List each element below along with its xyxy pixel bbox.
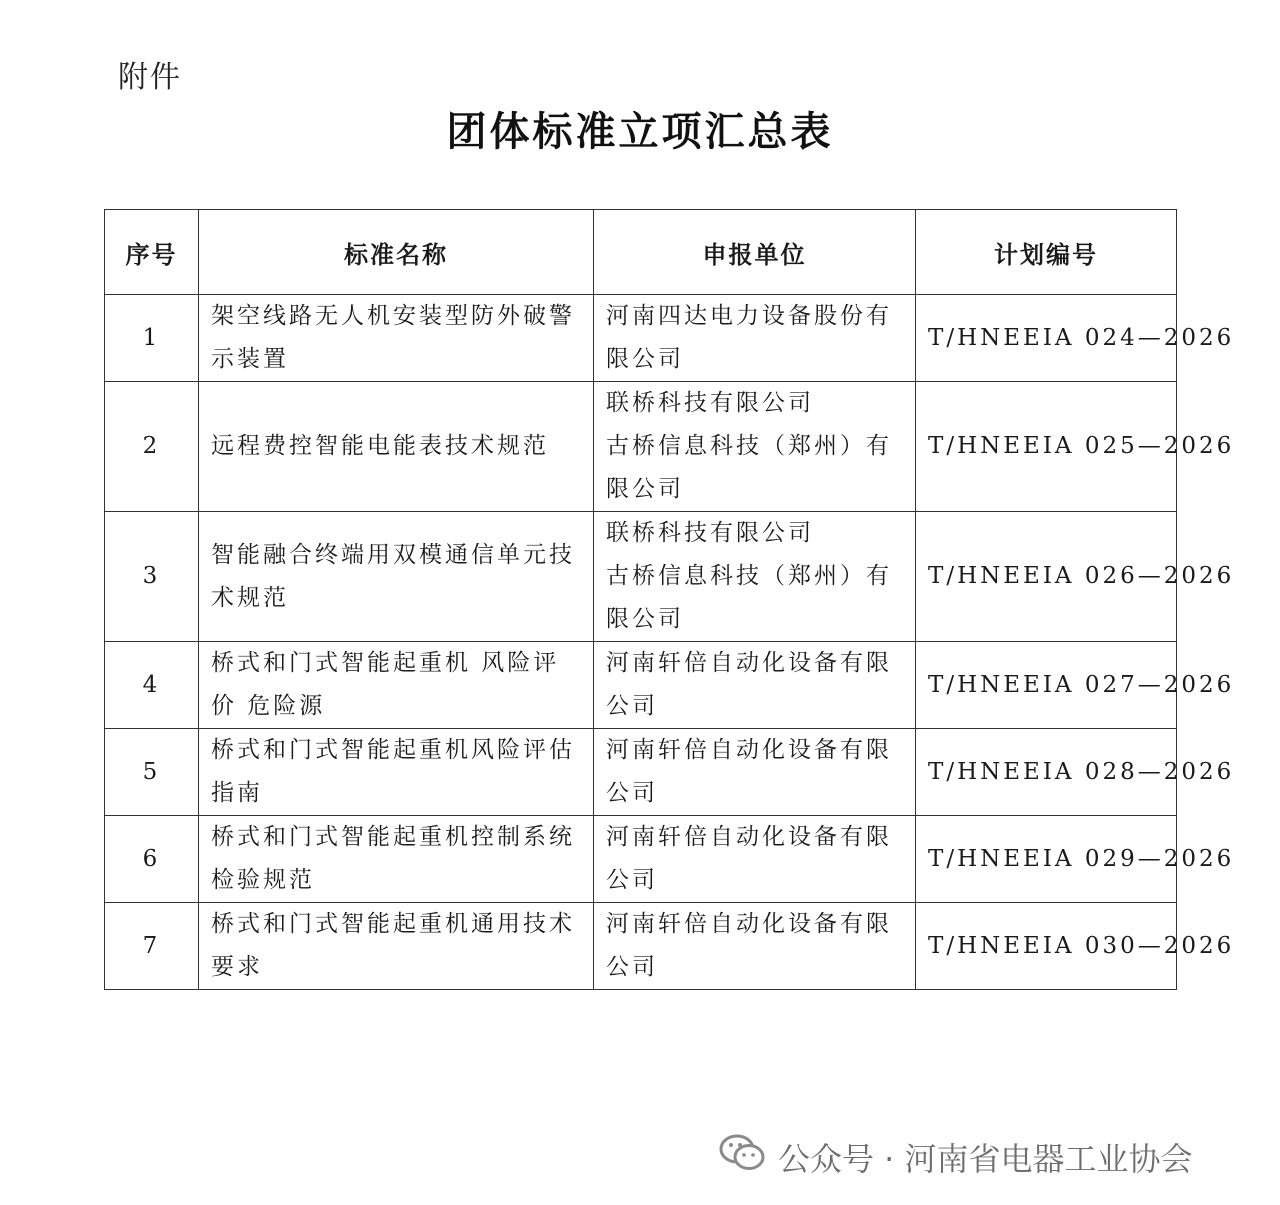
applicant-line: 河南轩倍自动化设备有限公司 [606,737,892,806]
applicant-line: 河南轩倍自动化设备有限公司 [606,650,892,719]
plan-code: T/HNEEIA 028—2026 [916,729,1177,816]
row-number: 1 [105,295,199,382]
applicant-line: 古桥信息科技（郑州）有限公司 [606,563,892,632]
applicant-unit [594,512,916,642]
applicant-unit [594,295,916,382]
applicant-unit [594,382,916,512]
table-row [105,729,1177,816]
table-row [105,382,1177,512]
standard-name: 架空线路无人机安装型防外破警示装置 [199,295,594,382]
plan-code: T/HNEEIA 027—2026 [916,642,1177,729]
applicant-line: 河南四达电力设备股份有限公司 [606,303,892,372]
row-number: 3 [105,512,199,642]
applicant-unit [594,816,916,903]
plan-code: T/HNEEIA 030—2026 [916,903,1177,990]
applicant-unit [594,642,916,729]
column-header-no: 序号 [105,210,199,295]
plan-code: T/HNEEIA 026—2026 [916,512,1177,642]
table-row [105,642,1177,729]
standard-name: 桥式和门式智能起重机通用技术要求 [199,903,594,990]
plan-code: T/HNEEIA 029—2026 [916,816,1177,903]
row-number: 7 [105,903,199,990]
row-number: 6 [105,816,199,903]
watermark [718,1132,1193,1182]
applicant-line: 古桥信息科技（郑州）有限公司 [606,433,892,502]
standard-name: 智能融合终端用双模通信单元技术规范 [199,512,594,642]
column-header-code: 计划编号 [916,210,1177,295]
standard-name: 桥式和门式智能起重机风险评估指南 [199,729,594,816]
plan-code: T/HNEEIA 024—2026 [916,295,1177,382]
table-row [105,816,1177,903]
applicant-line: 河南轩倍自动化设备有限公司 [606,911,892,980]
row-number: 2 [105,382,199,512]
standard-name: 桥式和门式智能起重机 风险评价 危险源 [199,642,594,729]
standard-name: 远程费控智能电能表技术规范 [199,382,594,512]
wechat-icon [718,1133,768,1181]
standard-name: 桥式和门式智能起重机控制系统检验规范 [199,816,594,903]
table-header-row [105,210,1177,295]
column-header-unit: 申报单位 [594,210,916,295]
row-number: 5 [105,729,199,816]
applicant-line: 河南轩倍自动化设备有限公司 [606,824,892,893]
table-row [105,903,1177,990]
page-title: 团体标准立项汇总表 [446,109,834,155]
applicant-line: 联桥科技有限公司 [606,520,814,546]
column-header-name: 标准名称 [199,210,594,295]
table-row [105,295,1177,382]
row-number: 4 [105,642,199,729]
table-row [105,512,1177,642]
applicant-unit [594,729,916,816]
watermark-text: 公众号 · 河南省电器工业协会 [778,1140,1193,1178]
standards-table [104,209,1235,990]
attachment-label: 附件 [118,60,182,95]
applicant-line: 联桥科技有限公司 [606,390,814,416]
applicant-unit [594,903,916,990]
plan-code: T/HNEEIA 025—2026 [916,382,1177,512]
